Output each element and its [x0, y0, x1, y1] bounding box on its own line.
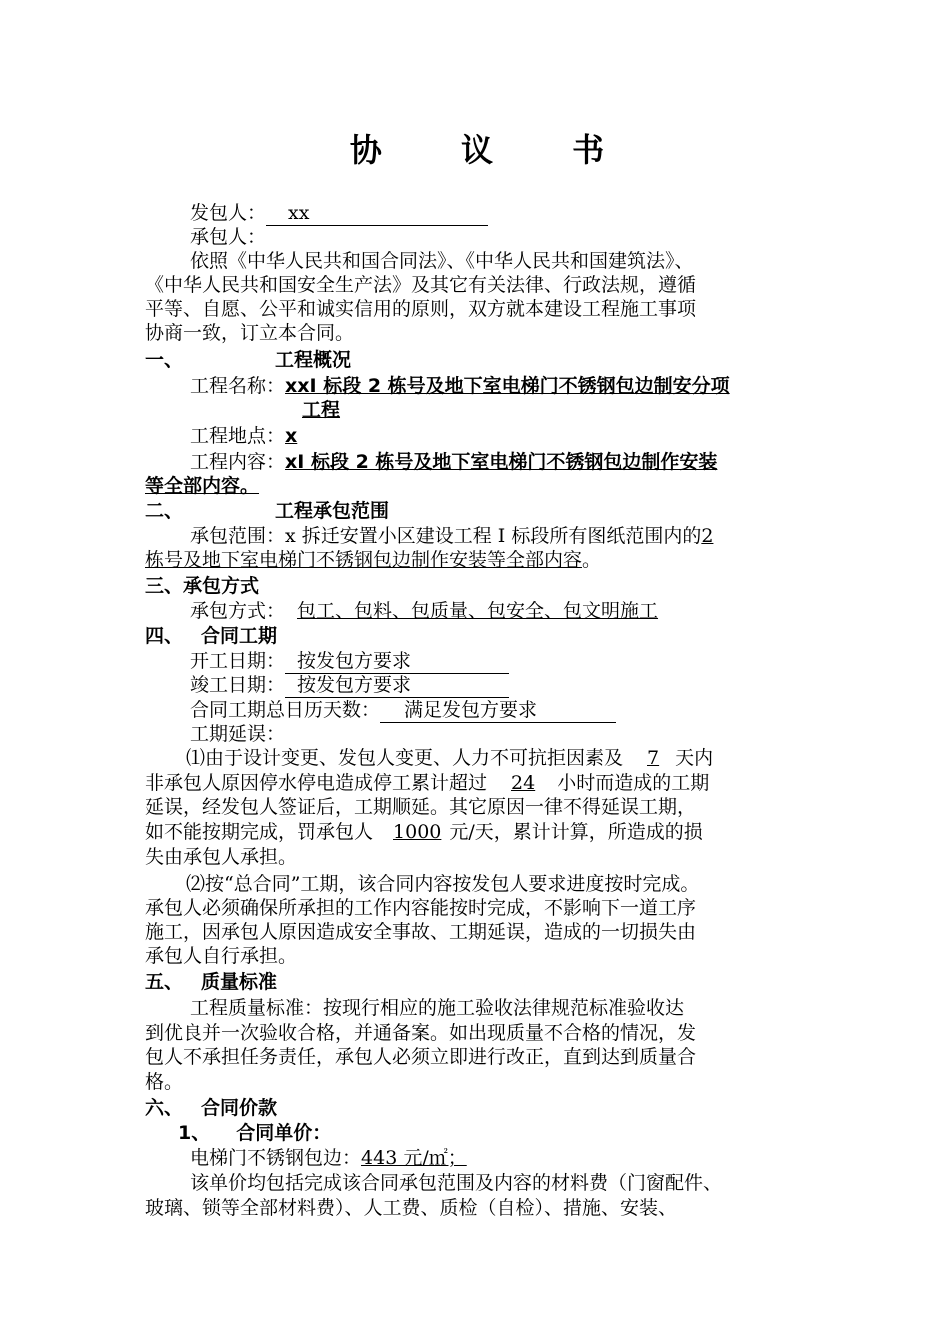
section-2-heading [145, 499, 389, 523]
project-content-value: xI 标段 2 栋号及地下室电梯门不锈钢包边制作安装 [285, 451, 718, 473]
contract-mode-value: 包工、包料、包质量、包安全、包文明施工 [297, 600, 659, 622]
quality-line-4: 格。 [145, 1071, 184, 1093]
section-1-heading [145, 348, 351, 372]
price-note-line-2: 玻璃、锁等全部材料费）、人工费、质检（自检）、措施、安装、 [145, 1197, 678, 1219]
penalty-value: 1000 [393, 821, 442, 843]
delay-clause-1-line-3: 延误，经发包人签证后，工期顺延。其它原因一律不得延误工期， [145, 796, 697, 818]
preamble-line-2: 《中华人民共和国安全生产法》及其它有关法律、行政法规，遵循 [145, 274, 697, 296]
delay-label: 工期延误： [190, 723, 286, 745]
section-2-title: 工程承包范围 [275, 500, 390, 522]
employer-line [190, 201, 488, 226]
section-6-heading: 六、 合同价款 [145, 1097, 278, 1119]
delay-clause-1-line-5: 失由承包人承担。 [145, 846, 298, 868]
unit-price-heading: 1、 合同单价： [178, 1122, 332, 1144]
delay-clause-1-line-2: 非承包人原因停水停电造成停工累计超过 24 小时而造成的工期 [145, 772, 710, 794]
project-name-value: xxI 标段 2 栋号及地下室电梯门不锈钢包边制安分项 [285, 375, 730, 397]
section-5-heading: 五、 质量标准 [145, 971, 278, 993]
delay-clause-2-line-1: ⑵按“总合同”工期，该合同内容按发包人要求进度按时完成。 [186, 873, 700, 895]
project-site-value: x [285, 425, 298, 447]
quality-line-1: 工程质量标准：按现行相应的施工验收法律规范标准验收达 [190, 997, 685, 1019]
end-date-value: 按发包方要求 [285, 673, 509, 698]
section-2-number: 二、 [145, 500, 184, 522]
contract-mode-label: 承包方式： [190, 600, 286, 622]
page-title: 协 议 书 [349, 131, 639, 169]
price-note-line-1: 该单价均包括完成该合同承包范围及内容的材料费（门窗配件、 [190, 1172, 723, 1194]
delay-days-value: 7 [647, 747, 660, 769]
quality-line-2: 到优良并一次验收合格，并通备案。如出现质量不合格的情况，发 [145, 1022, 697, 1044]
project-content-value-cont: 等全部内容。 [145, 475, 260, 497]
start-date-value: 按发包方要求 [285, 649, 509, 674]
delay-clause-1-line-1: ⑴由于设计变更、发包人变更、人力不可抗拒因素及 7 天内 [186, 747, 714, 769]
end-date-line: 竣工日期： 按发包方要求 [190, 673, 509, 698]
project-content-label: 工程内容： [190, 451, 286, 473]
preamble-line-4: 协商一致，订立本合同。 [145, 322, 355, 344]
total-days-value: 满足发包方要求 [380, 698, 616, 723]
project-content-line [190, 450, 717, 474]
unit-price-line: 电梯门不锈钢包边：443 元/㎡； [190, 1147, 467, 1169]
scope-line-2: 栋号及地下室电梯门不锈钢包边制作安装等全部内容。 [145, 549, 602, 571]
project-name-line [190, 374, 730, 398]
contractor-label: 承包人： [190, 226, 267, 248]
unit-price-value: 443 元/㎡； [361, 1147, 467, 1169]
section-4-heading: 四、 合同工期 [145, 625, 278, 647]
contract-mode-line [190, 599, 680, 623]
section-1-number: 一、 [145, 349, 184, 371]
scope-line-1: 承包范围：x 拆迁安置小区建设工程 I 标段所有图纸范围内的2 [190, 525, 714, 547]
employer-label: 发包人： [190, 202, 267, 224]
preamble-line-3: 平等、自愿、公平和诚实信用的原则，双方就本建设工程施工事项 [145, 298, 697, 320]
section-3-heading: 三、承包方式 [145, 575, 260, 597]
delay-clause-2-line-3: 施工，因承包人原因造成安全事故、工期延误，造成的一切损失由 [145, 921, 697, 943]
start-date-line: 开工日期： 按发包方要求 [190, 649, 509, 674]
total-days-line: 合同工期总日历天数： 满足发包方要求 [190, 698, 616, 723]
project-site-line [190, 424, 297, 448]
project-site-label: 工程地点： [190, 425, 286, 447]
section-1-title: 工程概况 [275, 349, 352, 371]
project-name-label: 工程名称： [190, 375, 286, 397]
employer-value: xx [266, 201, 488, 226]
preamble-line-1: 依照《中华人民共和国合同法》、《中华人民共和国建筑法》、 [190, 250, 694, 272]
delay-clause-2-line-4: 承包人自行承担。 [145, 945, 298, 967]
delay-hours-value: 24 [511, 772, 536, 794]
delay-clause-2-line-2: 承包人必须确保所承担的工作内容能按时完成，不影响下一道工序 [145, 897, 697, 919]
contractor-line [190, 225, 266, 249]
quality-line-3: 包人不承担任务责任，承包人必须立即进行改正，直到达到质量合 [145, 1046, 697, 1068]
project-name-value-cont: 工程 [302, 399, 341, 421]
delay-clause-1-line-4: 如不能按期完成，罚承包人 1000 元/天，累计计算，所造成的损 [145, 821, 703, 843]
